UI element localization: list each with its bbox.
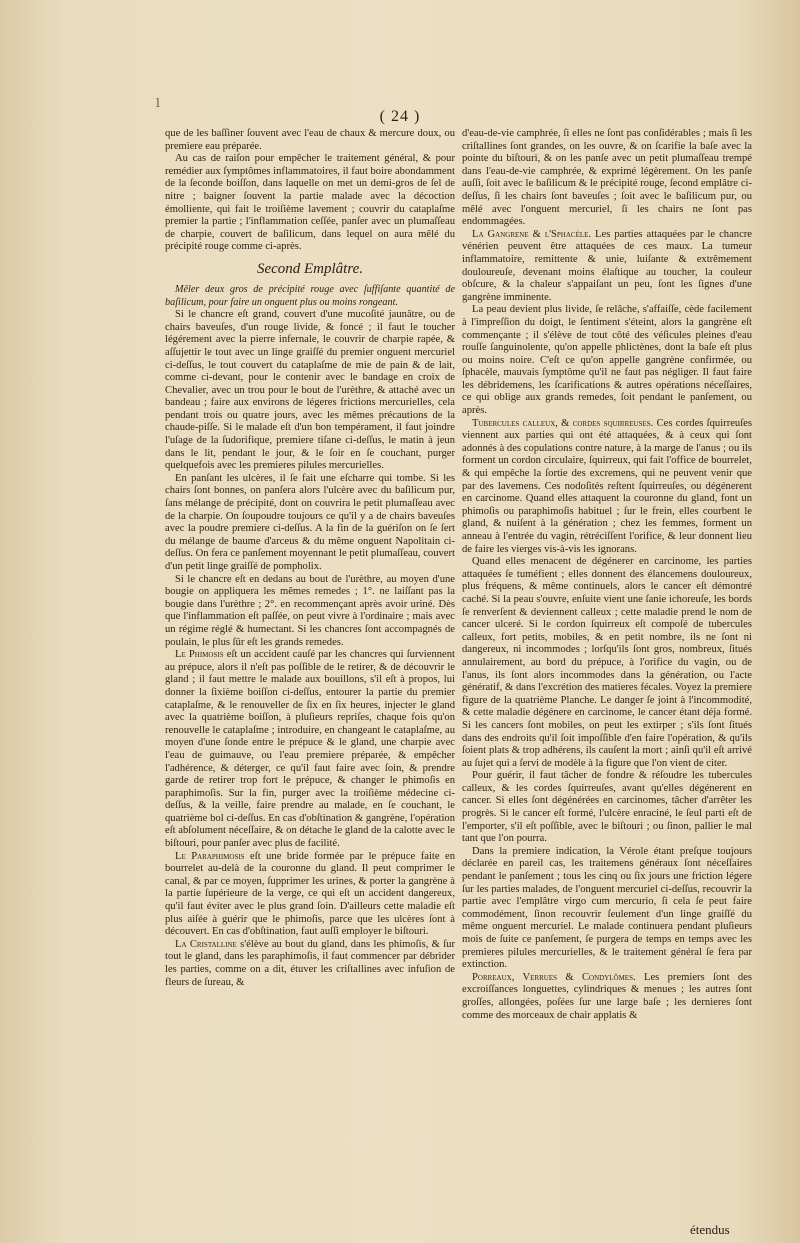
paragraph <box>462 972 752 1022</box>
paragraph: Au cas de raiſon pour empêcher le traitement général, & pour remédier aux ſymptômes inflammatoires, il faut boire abondamment de la ſeconde boiſſon, dans laquelle on met un demi-gros de ſel de nitre ; baigner ſouvent la partie malade avec la décoction émolliente, qui fait le troiſième lavement ; couvrir du cataplaſme premier la partie ; l'inflammation ceſſée, panſer avec un plumaſſeau de charpie, couvert de baſilicum, dans lequel on aura mêlé du précipité rouge comme ci-après. <box>165 153 455 253</box>
page-number: ( 24 ) <box>379 108 421 125</box>
paragraph: que de les baſſiner ſouvent avec l'eau de chaux & mercure doux, ou premiere eau préparée. <box>165 128 455 152</box>
paragraph-text: Les parties attaquées par le chancre vénérien peuvent être attaquées de ces maux. La tumeur inflammatoire, remittente & unie, luiſante & extrêmement douloureuſe, devenant moins élaſtique au toucher, la couleur obſcure, & la chaleur s'appaiſant un peu, ſont les ſignes d'une gangrène imminente. <box>462 228 752 303</box>
paragraph: La peau devient plus livide, ſe relâche, s'affaiſſe, cède facilement à l'impreſſion du doigt, le ſentiment s'éteint, alors la gangrène eſt commençante ; il s'élève de tout côté des véſicules pleines d'eau rouſſe ſanguinolente, qu'on appelle phlictènes, dont la baſe eſt plus ou moins noire. C'eſt ce qu'on appelle gangrène confirmée, ou ſphacèle, mauvais ſymptôme qu'il ne faut pas négliger. Il faut faire les débridemens, les ſcarifications & autres opérations néceſſaires, ce qui oblige aux grands remedes, ſoit pendant le panſement, ou après. <box>462 304 752 417</box>
paragraph: Quand elles menacent de dégénerer en carcinome, les parties attaquées ſe tuméfient ; elles donnent des élancemens douloureux, plus fréquens, & même continuels, alors le cancer eſt démontré caché. Si la peau s'ouvre, enſuite vient une ſanie ichoreuſe, les bords ſe renverſent & deviennent calleux ; cette maladie prend le nom de cancer ulceré. Si le cordon ſquirreux eſt compoſé de tubercules calleux, fort petits, mobiles, & en petit nombre, ils ne ſont ni dangereux, ni incommodes ; lorſqu'ils ſont gros, nombreux, ſitués annulairement, au bord du prépuce, à l'orifice du vagin, ou de l'anus, ils ſont alors incommodes dans la génération, ou l'acte génératif, & dans l'excrétion des matieres fécales. Voyez la premiere figure de la quatrième Planche. Le danger ſe joint à l'incommodité, & cette maladie dégénere en carcinome, le cancer étant déja formé. Si les cancers ſont mobiles, on peut les extirper ; s'ils ſont ſitués dans des endroits qu'il ſoit impoſſible d'en faire l'opération, & qu'ils ſoient plats & trop adhérens, ils cauſent la mort ; ainſi qu'il eſt arrivé au ſujet qui a ſervi de modèle à la figure que l'on vient de citer. <box>462 556 752 769</box>
paragraph: En panſant les ulcères, il ſe fait une eſcharre qui tombe. Si les chairs ſont bonnes, on panſera alors l'ulcère avec du baſilicum pur, ſans mélange de précipité, dont on couvrira le petit plumaſſeau avec de la charpie. On ſoupoudre toujours ce qu'il y a de chairs baveuſes avec la poudre premiere ci-deſſus. A la fin de la guériſon on ſe ſert du mélange de baume d'arceus & du même onguent Napolitain ci-deſſus. On fera ce panſement moyennant le petit plumaſſeau, couvert d'un petit linge graiſſé de pompholix. <box>165 472 455 572</box>
paragraph <box>165 939 455 989</box>
paragraph-text: Les premiers ſont des excroiſſances longuettes, cylindriques & menues ; les autres ſont groſſes, allongées, poſées ſur une large baſe ; les dernieres ſont comme des morceaux de chair applatis & <box>462 971 752 1021</box>
paragraph: d'eau-de-vie camphrée, ſi elles ne ſont pas conſidérables ; mais ſi les criſtallines ſont grandes, on les ouvre, & on ſcarifie la baſe avec la pointe du biſtouri, & on les panſe avec un petit plumaſſeau trempé dans l'eau-de-vie camphrée, & exprimé légèrement. On les panſe auſſi, ſoit avec le baſilicum & le précipité rouge, ſecond emplâtre ci-deſſus, ſi les chairs ſont baveuſes ; ſoit avec le baſilicum pur, ou mêlé avec l'onguent mercuriel, ſi les chairs ne ſont pas endommagées. <box>462 128 752 228</box>
paragraph-text: eſt un accident cauſé par les chancres qui ſurviennent au prépuce, alors il n'eſt pas poſſible de le retirer, & de découvrir le gland ; il faut mettre le malade aux bouillons, s'il eſt à propos, lui donner la ſixième boiſſon ci-deſſus, entourer la partie du premier cataplaſme, & le renouveller de ſix en ſix heures, injecter le gland avec la quatrième boiſſon, à pluſieurs repriſes, chaque fois qu'on renouvelle le cataplaſme ; introduire, en changeant le cataplaſme, au moyen d'une ſonde entre le prépuce & le gland, une charpie avec l'eau de guimauve, ou l'eau premiere préparée, & empêcher l'adhérence, & déterger, ce qu'il faut faire avec ſoin, & prendre garde de retirer trop fort le prépuce, & changer le phimoſis en paraphimoſis. Sur la fin, purger avec la troiſième médecine ci-deſſus, & la veille, faire prendre au malade, en ſe couchant, le quatrième bol ci-deſſus. En cas d'obſtination & gangrène, l'opération eſt abſolument néceſſaire, & on détache le gland de la calotte avec le biſtouri, pour panſer avec plus de facilité. <box>165 649 455 850</box>
paragraph-lead: Porreaux, Verrues & Condylômes. <box>472 971 636 983</box>
paragraph <box>462 229 752 305</box>
paragraph-lead: La Cristalline <box>175 938 237 950</box>
recipe-instruction: Mêler deux gros de précipité rouge avec ſuffiſante quantité de baſilicum, pour faire un onguent plus ou moins rongeant. <box>165 283 455 308</box>
paragraph-text: eſt une bride formée par le prépuce faite en bourrelet au-delà de la couronne du gland. Il peut comprimer le canal, & par ce moyen, ſupprimer les urines, & porter la gangrène à la partie ſupérieure de la verge, ce qui eſt un accident dangereux, qu'il faut éviter avec le plus grand ſoin. D'ailleurs cette maladie eſt plus aiſée à guérir que le phimoſis, parce que les ulcères ſont à découvert. En cas d'obſtination, faut auſſi employer le biſtouri. <box>165 850 455 938</box>
paragraph <box>165 649 455 851</box>
paragraph-text: s'élève au bout du gland, dans les phimoſis, & ſur tout le gland, dans les paraphimoſis, il faut commencer par débrider les parties, comme on a dit, étuver les criſtallines avec infuſion de fleurs de ſureau, & <box>165 938 455 988</box>
paragraph-lead: Le Paraphimosis <box>175 850 245 862</box>
paragraph: Dans la premiere indication, la Vérole étant preſque toujours déclarée en pareil cas, les traitemens généraux ſont néceſſaires pendant le panſement ; tous les cinq ou ſix jours une friction légere ſur les parties malades, de l'onguent mercuriel ci-deſſus, recouvrir la partie avec l'emplâtre virgo cum mercurio, ſi cela ſe peut faire commodément, ſinon recouvrir ſeulement d'un linge graiſſé du même onguent mercuriel. Le malade continuera pendant pluſieurs mois de ſuite ce panſement, ſe purgera de temps en temps avec les premieres pilules mercurielles, & le traitement général ſe fera par extinction. <box>462 845 752 971</box>
paragraph: Si le chancre eſt grand, couvert d'une mucoſité jaunâtre, ou de chairs baveuſes, d'un rouge livide, & foncé ; il faut le toucher légérement avec la pierre infernale, le couvrir de charpie rapée, & aſſujettir le tout avec un linge graiſſé du premier onguent mercuriel ci-deſſus, le tout couvert du cataplaſme de mie de pain & de lait, comme ci-devant, pour le contenir avec le bandage en croix de Chevalier, avec un trou pour le bout de l'urèthre, & attaché avec un bandeau ; faire aux environs de légeres frictions mercurielles, cela pendant trois ou quatre jours, avec les mêmes précautions de la chaude-piſſe. Si le malade eſt d'un bon tempérament, il faut joindre l'uſage de la ſudorifique, premiere tiſane ci-deſſus, le matin à jeun dans le lit, pendant le jour, & le ſoir en ſe couchant, purger quelquefois avec les premieres pilules mercurielles. <box>165 309 455 472</box>
section-heading: Second Emplâtre. <box>256 260 364 277</box>
left-column <box>165 128 455 1208</box>
paragraph <box>462 418 752 557</box>
margin-mark: l <box>156 96 160 110</box>
paragraph-lead: La Gangrene & l'Sphacèle. <box>472 228 592 240</box>
paragraph-text: Ces cordes ſquirreuſes viennent aux parties qui ont été attaquées, & à ceux qui ſont adonnés à des copulations contre nature, à la marge de l'anus ; ou ils forment un cordon circulaire, ſquirreux, qui fait l'office de bourrelet, & qui empêche la ſortie des excremens, qui ne peuvent venir que par des lavemens. Ces nodoſités reſtent ſquirreuſes, ou dégénerent en carcinome. Quand elles attaquent la couronne du gland, font un phimoſis ou paraphimoſis habituel ; ſur le frein, elles courbent le gland, & nuiſent à la génération ; chez les femmes, forment un anneau à l'entrée du vagin, rétréciſſent l'orifice, & leur donnent lieu de faire les vierges vis-à-vis les ignorans. <box>462 417 752 555</box>
paragraph-lead: Le Phimosis <box>175 649 224 661</box>
catchword: étendus <box>690 1222 730 1237</box>
paragraph: Pour guérir, il faut tâcher de fondre & réſoudre les tubercules calleux, & les cordes ſquirreuſes, avant qu'elles dégénerent en cancer. Si elles ſont dégénérées en carcinomes, tâcher d'arrêter les progrès. Si le cancer eſt formé, l'ulcère enraciné, le ſeul parti eſt de l'emporter, s'il eſt poſſible, avec le biſtouri ; ou ſinon, pallier le mal tant que l'on pourra. <box>462 770 752 845</box>
paragraph-lead: Tubercules calleux, & cordes ſquirreuſes. <box>472 417 654 429</box>
paragraph: Si le chancre eſt en dedans au bout de l'urèthre, au moyen d'une bougie on appliquera les mêmes remedes ; 1°. ne laiſſant pas la bougie dans l'urèthre ; 2°. en recommençant après avoir uriné. Dès que l'inflammation eſt paſſée, on peut vivre à l'ordinaire ; mais avec un régime réglé & humectant. Si les chancres ſont accompagnés de poulain, le plus ſûr eſt les grands remedes. <box>165 573 455 648</box>
paragraph <box>165 851 455 939</box>
right-column <box>462 128 752 1208</box>
